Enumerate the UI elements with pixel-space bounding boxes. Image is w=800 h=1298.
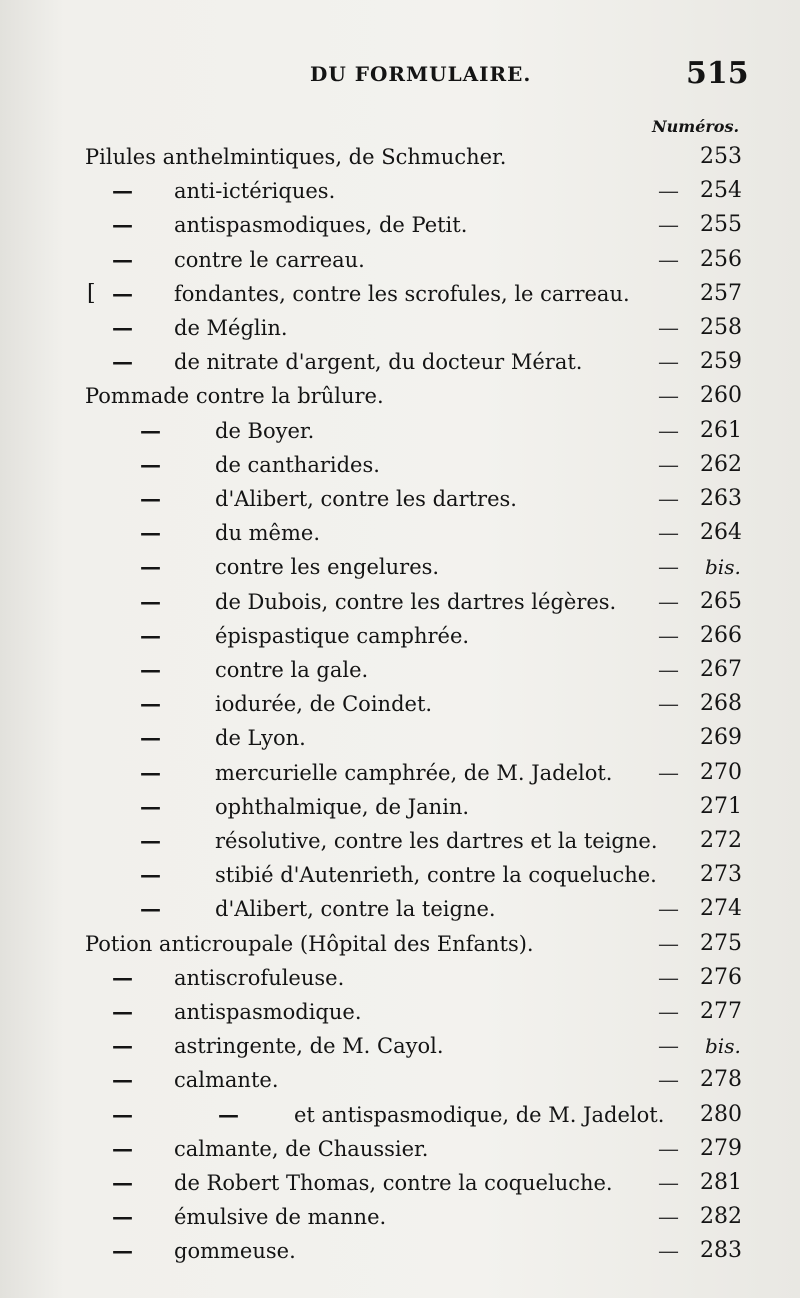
index-entry — [0, 961, 800, 995]
entry-number: 266 — [700, 622, 742, 648]
entry-lead-dash: — — [112, 999, 133, 1024]
entry-text: antiscrofuleuse. — [174, 965, 345, 990]
bracket-mark: [ — [87, 280, 96, 306]
entry-text: de Robert Thomas, contre la coqueluche. — [174, 1171, 613, 1195]
entry-number: 281 — [700, 1170, 742, 1195]
entry-leader-dash: — — [658, 555, 679, 580]
entry-number: 258 — [700, 315, 742, 340]
index-entry — [0, 448, 800, 482]
entry-text: ophthalmique, de Janin. — [215, 794, 470, 819]
entry-lead-dash: — — [112, 1238, 133, 1264]
entry-leader-dash: — — [658, 452, 679, 477]
entry-number: 275 — [700, 930, 742, 956]
entry-leader-dash: — — [658, 1136, 679, 1161]
index-entry — [0, 687, 800, 721]
index-entry — [0, 790, 800, 824]
entry-text: calmante, de Chaussier. — [174, 1136, 429, 1161]
index-entry — [0, 208, 800, 242]
entry-lead-dash: — — [140, 657, 161, 682]
index-entry — [0, 379, 800, 413]
entry-lead-dash-second: — — [218, 1101, 239, 1127]
entry-text: contre le carreau. — [174, 247, 365, 272]
entry-leader-dash: — — [658, 692, 679, 717]
entry-lead-dash: — — [112, 964, 133, 990]
index-entry — [0, 311, 800, 345]
index-entry — [0, 1166, 800, 1200]
entry-number: 282 — [700, 1204, 742, 1230]
entry-text: de Dubois, contre les dartres légères. — [215, 589, 617, 614]
column-label: Numéros. — [652, 117, 740, 136]
entry-text: Pommade contre la brûlure. — [85, 384, 384, 409]
entry-text: épispastique camphrée. — [215, 623, 470, 648]
index-entry — [0, 619, 800, 653]
entry-leader-dash: — — [658, 487, 679, 511]
entry-lead-dash: — — [112, 1033, 133, 1059]
entry-number: 279 — [700, 1135, 742, 1161]
entry-lead-dash: — — [112, 212, 133, 238]
entry-number: 267 — [700, 657, 742, 682]
entry-text: d'Alibert, contre la teigne. — [215, 897, 496, 922]
index-entry — [0, 1200, 800, 1234]
entry-lead-dash: — — [140, 554, 161, 580]
entry-text: iodurée, de Coindet. — [215, 692, 433, 717]
entry-number: 256 — [700, 246, 742, 272]
entry-leader-dash: — — [658, 1000, 679, 1024]
index-entry — [0, 1029, 800, 1063]
entry-text: de cantharides. — [215, 452, 380, 477]
entry-number: bis. — [705, 555, 741, 580]
entry-number: 276 — [700, 964, 742, 990]
entry-leader-dash: — — [658, 1171, 679, 1195]
entry-leader-dash: — — [658, 1205, 679, 1230]
entry-leader-dash: — — [658, 384, 679, 409]
entry-number: 257 — [700, 280, 742, 306]
entry-text: mercurielle camphrée, de M. Jadelot. — [215, 760, 613, 785]
entry-leader-dash: — — [658, 1034, 679, 1059]
index-entry — [0, 1132, 800, 1166]
entry-number: 278 — [700, 1067, 742, 1093]
entry-lead-dash: — — [112, 315, 133, 340]
entry-text: antispasmodique. — [174, 1000, 362, 1024]
index-entry — [0, 414, 800, 448]
entry-text: de nitrate d'argent, du docteur Mérat. — [174, 350, 583, 375]
entry-text: astringente, de M. Cayol. — [174, 1034, 444, 1059]
entry-leader-dash: — — [658, 897, 679, 922]
entry-number: 261 — [700, 417, 742, 443]
index-entry — [0, 756, 800, 790]
entry-number: 270 — [700, 759, 742, 785]
index-entry — [0, 277, 800, 311]
index-entry — [0, 482, 800, 516]
entry-text: Potion anticroupale (Hôpital des Enfants). — [85, 931, 534, 956]
entry-number: 264 — [700, 520, 742, 546]
entry-lead-dash: — — [140, 588, 161, 614]
entry-lead-dash: — — [140, 691, 161, 717]
entry-number: 254 — [700, 178, 742, 204]
entry-number: 274 — [700, 896, 742, 922]
index-entry — [0, 721, 800, 755]
entry-text: anti-ictériques. — [174, 179, 336, 204]
entry-leader-dash: — — [658, 965, 679, 990]
entry-text: de Boyer. — [215, 418, 315, 443]
entry-number: 269 — [700, 725, 742, 751]
entry-text: de Lyon. — [215, 726, 306, 751]
index-entry — [0, 858, 800, 892]
entry-text: calmante. — [174, 1068, 279, 1093]
entry-lead-dash: — — [140, 759, 161, 785]
index-entry — [0, 174, 800, 208]
entry-lead-dash: — — [140, 793, 161, 819]
entry-lead-dash: — — [140, 451, 161, 477]
entry-text: fondantes, contre les scrofules, le carreau. — [174, 281, 630, 306]
entry-number: 272 — [700, 828, 742, 853]
entry-lead-dash: — — [140, 828, 161, 853]
index-entry — [0, 345, 800, 379]
entry-number: 277 — [700, 999, 742, 1024]
entry-leader-dash: — — [658, 760, 679, 785]
entry-number: 253 — [700, 144, 742, 169]
entry-lead-dash: — — [112, 280, 133, 306]
entry-leader-dash: — — [658, 1068, 679, 1093]
entry-leader-dash: — — [658, 931, 679, 956]
index-entry — [0, 995, 800, 1029]
entry-text: Pilules anthelmintiques, de Schmucher. — [85, 145, 507, 169]
index-entry — [0, 243, 800, 277]
header-title: DU FORMULAIRE. — [310, 62, 532, 86]
index-entry — [0, 585, 800, 619]
entry-text: contre les engelures. — [215, 555, 440, 580]
entry-lead-dash: — — [140, 417, 161, 443]
entry-leader-dash: — — [658, 179, 679, 204]
entry-text: du même. — [215, 521, 320, 546]
index-entry — [0, 516, 800, 550]
entry-leader-dash: — — [658, 521, 679, 546]
entry-text: antispasmodiques, de Petit. — [174, 213, 468, 238]
index-entry — [0, 1098, 800, 1132]
entry-lead-dash: — — [112, 1101, 133, 1127]
entry-lead-dash: — — [112, 1170, 133, 1195]
entry-number: 280 — [700, 1101, 742, 1127]
entry-leader-dash: — — [658, 1239, 679, 1264]
index-entry — [0, 1234, 800, 1268]
index-entry — [0, 140, 800, 174]
index-entry — [0, 927, 800, 961]
entry-leader-dash: — — [658, 213, 679, 238]
entry-lead-dash: — — [140, 622, 161, 648]
entry-text: de Méglin. — [174, 316, 288, 340]
entry-leader-dash: — — [658, 247, 679, 272]
entry-lead-dash: — — [140, 896, 161, 922]
entry-text: d'Alibert, contre les dartres. — [215, 487, 517, 511]
entry-lead-dash: — — [140, 725, 161, 751]
entry-leader-dash: — — [658, 350, 679, 375]
entry-lead-dash: — — [140, 862, 161, 888]
entry-number: 262 — [700, 451, 742, 477]
entry-leader-dash: — — [658, 316, 679, 340]
index-entry — [0, 824, 800, 858]
entry-number: 263 — [700, 486, 742, 511]
entry-text: gommeuse. — [174, 1239, 296, 1264]
index-entry — [0, 550, 800, 584]
entry-number: 260 — [700, 383, 742, 409]
entry-lead-dash: — — [112, 1204, 133, 1230]
entry-lead-dash: — — [112, 1135, 133, 1161]
entry-number: 259 — [700, 349, 742, 375]
entry-lead-dash: — — [112, 349, 133, 375]
entry-lead-dash: — — [140, 520, 161, 546]
entry-text: contre la gale. — [215, 658, 369, 682]
page-number: 515 — [686, 56, 749, 91]
entry-number: 255 — [700, 212, 742, 238]
entry-number: 283 — [700, 1238, 742, 1264]
entry-lead-dash: — — [140, 486, 161, 511]
entry-number: bis. — [705, 1034, 741, 1059]
entry-text: et antispasmodique, de M. Jadelot. — [294, 1102, 665, 1127]
entry-leader-dash: — — [658, 418, 679, 443]
entry-text: stibié d'Autenrieth, contre la coqueluche. — [215, 863, 657, 888]
entry-leader-dash: — — [658, 589, 679, 614]
entry-number: 265 — [700, 588, 742, 614]
entry-leader-dash: — — [658, 623, 679, 648]
entry-number: 268 — [700, 691, 742, 717]
index-entry — [0, 653, 800, 687]
entry-text: émulsive de manne. — [174, 1205, 387, 1230]
index-entry — [0, 1063, 800, 1097]
entry-number: 273 — [700, 862, 742, 888]
entry-leader-dash: — — [658, 658, 679, 682]
index-entry — [0, 892, 800, 926]
entry-lead-dash: — — [112, 178, 133, 204]
entry-number: 271 — [700, 793, 742, 819]
entry-lead-dash: — — [112, 1067, 133, 1093]
entry-text: résolutive, contre les dartres et la teigne. — [215, 829, 658, 853]
entry-lead-dash: — — [112, 246, 133, 272]
